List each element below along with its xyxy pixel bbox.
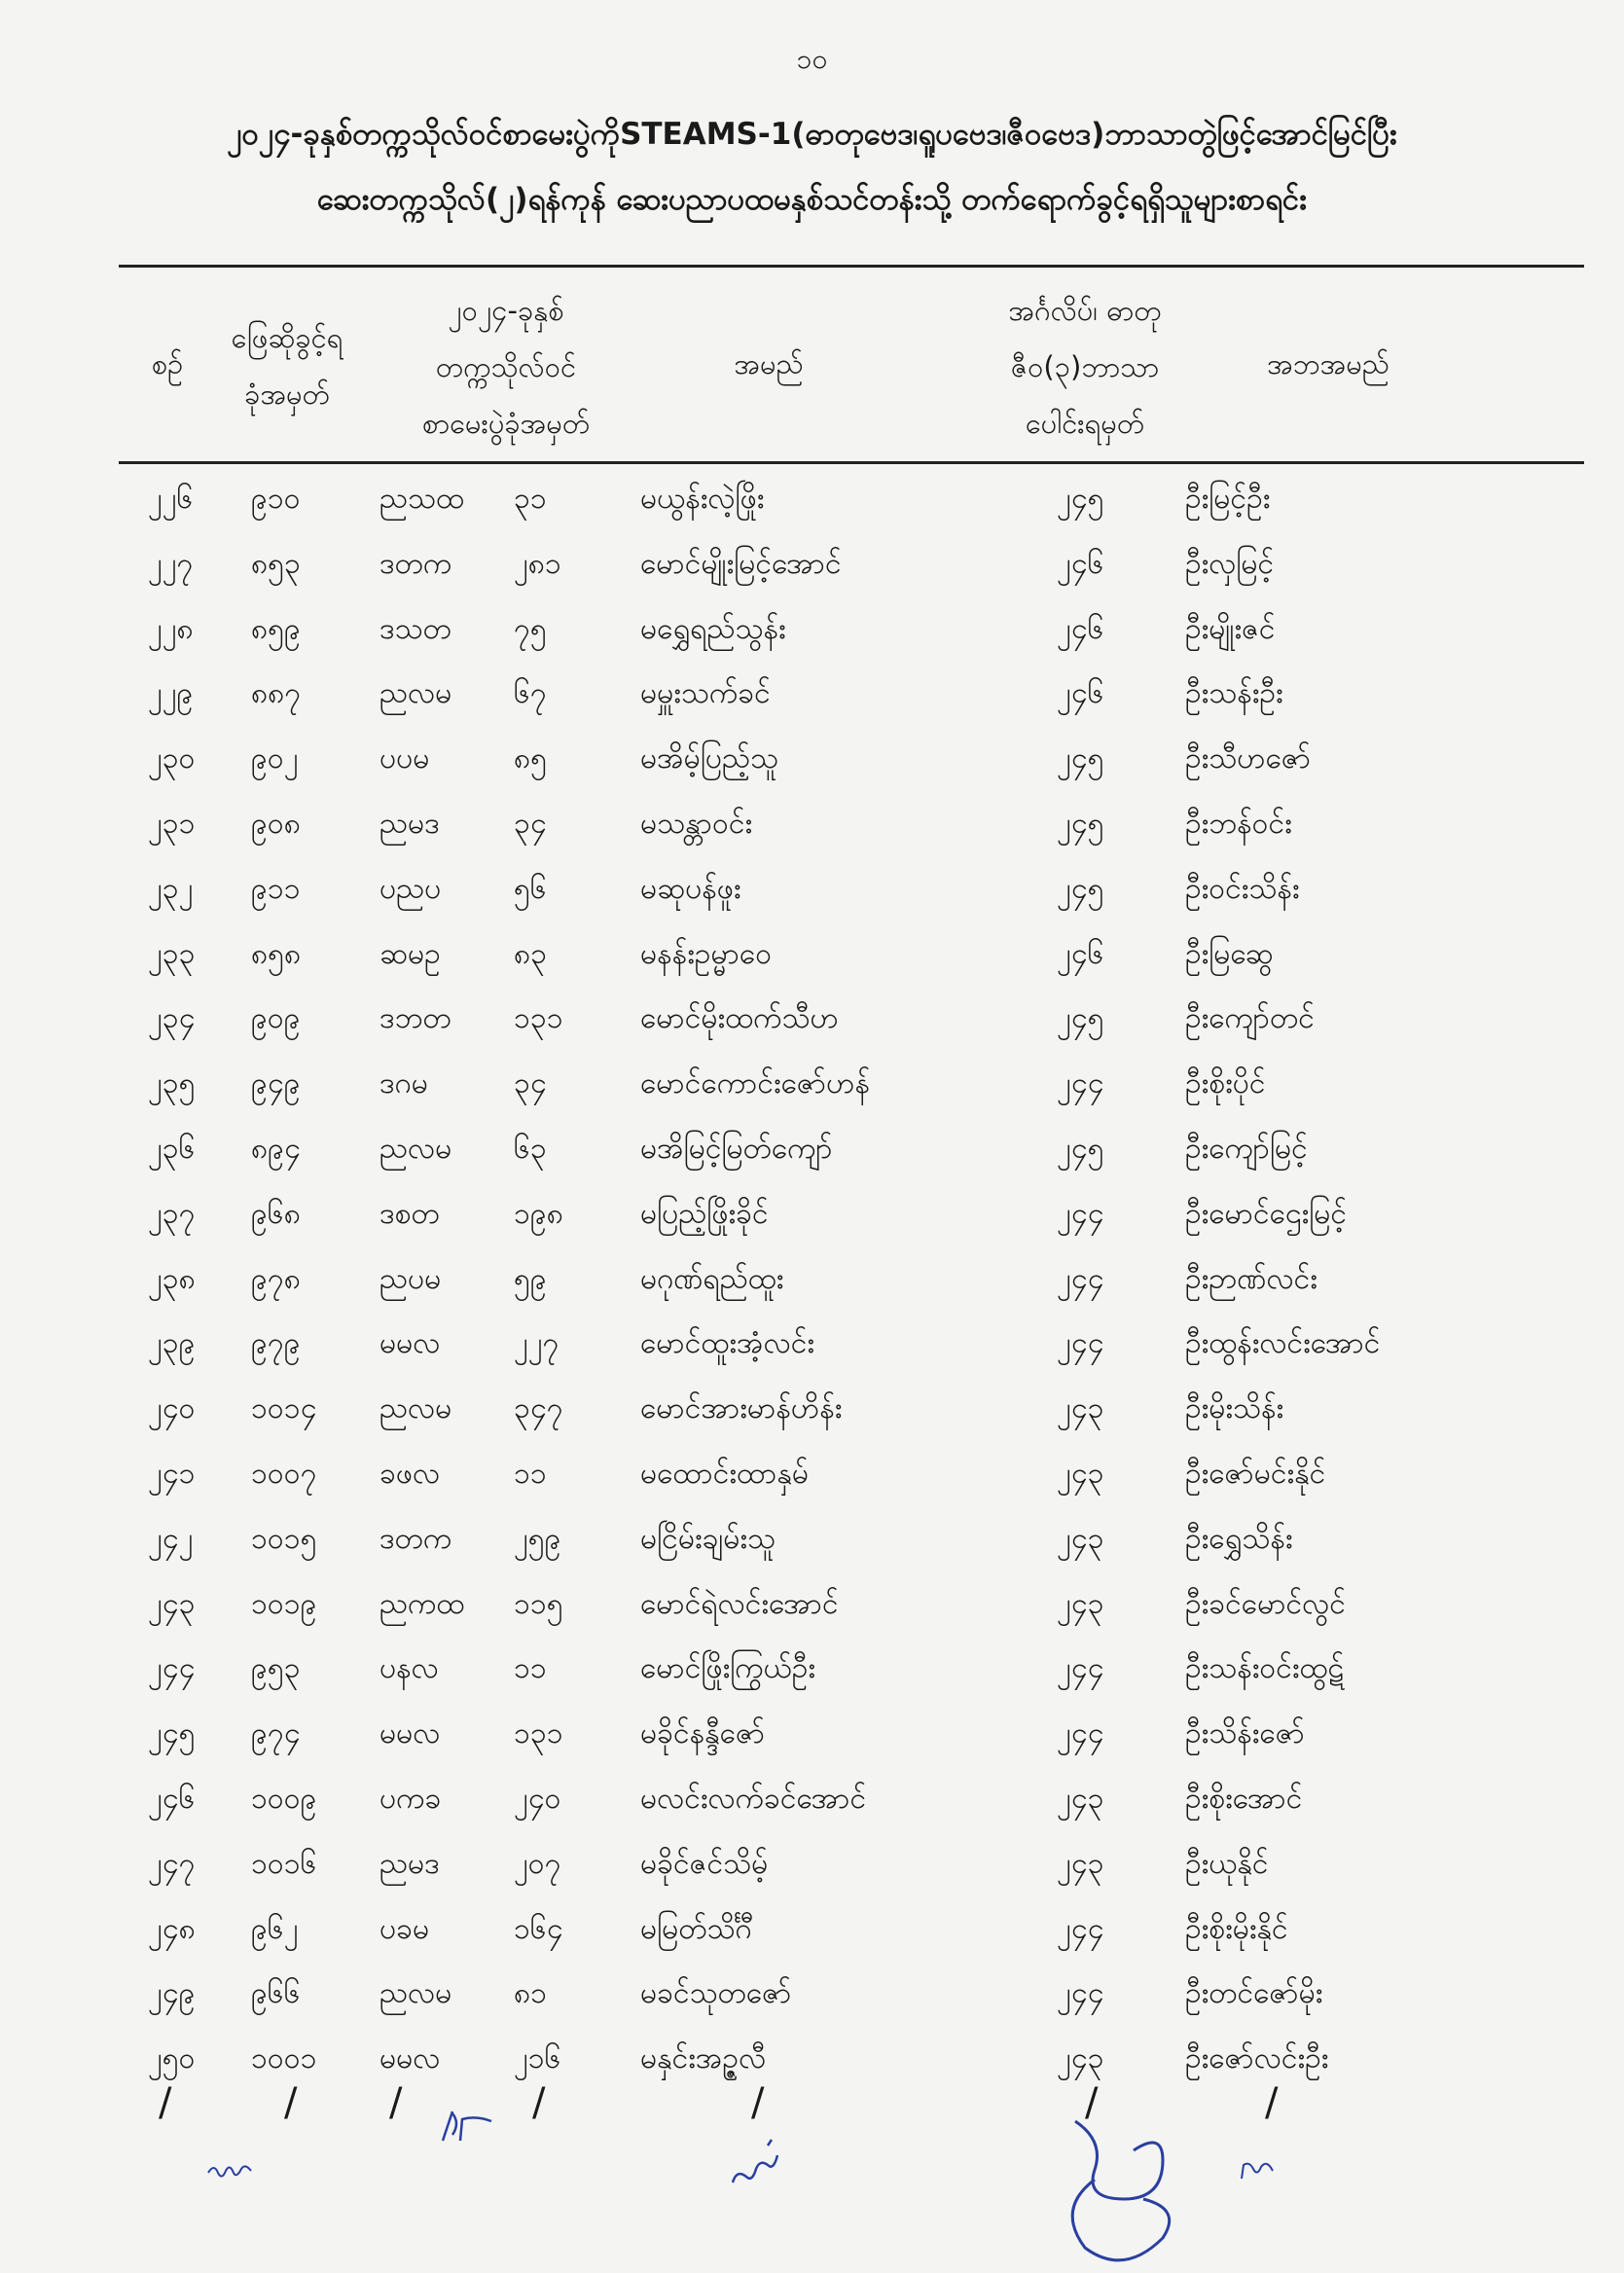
student-name-cell: မခိုင်ဇင်သိမ့် xyxy=(640,1846,769,1881)
student-name-cell: မယွန်းလဲ့ဖြိုး xyxy=(640,482,765,516)
father-name-cell: ဦးကျော်တင် xyxy=(1185,1001,1315,1036)
document-title-line-1: ၂၀၂၄-ခုနှစ်တက္ကသိုလ်ဝင်စာမေးပွဲကိုSTEAMS-1(ဓာတုဗေဒ၊ရူပဗေဒ၊ဇီဝဗေဒ)ဘာသာတွဲဖြင့်အောင်မြင်ပြီး xyxy=(227,117,1397,152)
signature-slash: / xyxy=(751,2080,765,2125)
table-row xyxy=(0,1389,1624,1453)
serial-cell: ၂၂၉ xyxy=(148,676,194,711)
roll-number-cell: ၉၆၆ xyxy=(251,1976,301,2011)
exam-code-cell: ပကခ xyxy=(379,1782,442,1816)
student-name-cell: မလင်းလက်ခင်အောင် xyxy=(640,1782,867,1816)
student-name-cell: မမှူးသက်ခင် xyxy=(640,676,771,711)
total-score-cell: ၂၄၅ xyxy=(1057,807,1104,841)
roll-number-cell: ၁၀၁၉ xyxy=(251,1586,317,1621)
table-row xyxy=(0,1844,1624,1908)
student-name-cell: မခိုင်နန္ဒီဇော် xyxy=(640,1716,766,1751)
student-name-cell: မအိမြင့်မြတ်ကျော် xyxy=(640,1132,833,1166)
father-name-cell: ဦးလှမြင့် xyxy=(1185,546,1275,581)
table-row xyxy=(0,934,1624,998)
total-score-cell: ၂၄၃ xyxy=(1057,1391,1104,1426)
page-number: ၁၀ xyxy=(796,43,828,75)
table-row xyxy=(0,1194,1624,1258)
total-score-cell: ၂၄၄ xyxy=(1057,1196,1104,1231)
exam-number-cell: ၁၁၅ xyxy=(514,1586,563,1621)
student-name-cell: မထောင်းထာနှမ် xyxy=(640,1457,809,1491)
roll-number-cell: ၉၄၉ xyxy=(251,1066,301,1101)
roll-number-cell: ၁၀၀၉ xyxy=(251,1782,317,1816)
exam-code-cell: ညလမ xyxy=(379,1976,452,2011)
exam-code-cell: ခဖလ xyxy=(379,1457,441,1491)
total-score-cell: ၂၄၄ xyxy=(1057,1716,1104,1751)
student-name-cell: မောင်ဖြိုးကြွယ်ဦး xyxy=(640,1651,815,1686)
total-score-cell: ၂၄၅ xyxy=(1057,1132,1104,1166)
exam-number-cell: ၈၁ xyxy=(514,1976,548,2011)
exam-number-cell: ၃၁ xyxy=(514,482,547,516)
exam-number-cell: ၂၅၉ xyxy=(514,1521,561,1556)
exam-code-cell: မမလ xyxy=(379,1716,441,1751)
serial-cell: ၂၄၈ xyxy=(148,1911,196,1946)
father-name-cell: ဦးမြဆွေ xyxy=(1185,936,1274,971)
serial-cell: ၂၄၉ xyxy=(148,1976,196,2011)
signature-slash: / xyxy=(1085,2080,1099,2125)
father-name-cell: ဦးဇော်လင်းဦး xyxy=(1185,2041,1329,2076)
exam-number-cell: ၃၄၇ xyxy=(514,1391,563,1426)
father-name-cell: ဦးယုနိုင် xyxy=(1185,1846,1269,1881)
father-name-cell: ဦးမျိုးဇင် xyxy=(1185,611,1276,646)
father-name-cell: ဦးဝင်းသိန်း xyxy=(1185,871,1300,906)
exam-number-cell: ၅၉ xyxy=(514,1261,547,1296)
student-name-cell: မောင်အားမာန်ဟိန်း xyxy=(640,1391,843,1426)
total-score-cell: ၂၄၅ xyxy=(1057,871,1104,906)
header-total-score: အင်္ဂလိပ်၊ ဓာတု ဇီဝ(၃)ဘာသာ ပေါင်းရမှတ် xyxy=(1008,294,1162,440)
roll-number-cell: ၉၇၄ xyxy=(251,1716,301,1751)
serial-cell: ၂၂၇ xyxy=(148,546,194,581)
table-row xyxy=(0,1584,1624,1648)
serial-cell: ၂၃၄ xyxy=(148,1001,196,1036)
exam-number-cell: ၂၂၇ xyxy=(514,1326,559,1361)
roll-number-cell: ၈၅၈ xyxy=(251,936,302,971)
student-name-cell: မောင်ထူးအံ့လင်း xyxy=(640,1326,814,1361)
student-name-cell: မဆုပန်ဖူး xyxy=(640,871,741,906)
exam-code-cell: မမလ xyxy=(379,1326,441,1361)
table-row xyxy=(0,1323,1624,1388)
exam-code-cell: ဆမဥ xyxy=(379,936,441,971)
exam-code-cell: ဒတက xyxy=(379,546,452,581)
father-name-cell: ဦးတင်ဇော်မိုး xyxy=(1185,1976,1323,2011)
serial-cell: ၂၅၀ xyxy=(148,2041,196,2076)
student-name-cell: မပြည့်ဖြိုးခိုင် xyxy=(640,1196,769,1231)
father-name-cell: ဦးမြင့်ဦး xyxy=(1185,482,1271,516)
serial-cell: ၂၄၅ xyxy=(148,1716,196,1751)
table-row xyxy=(0,544,1624,608)
exam-number-cell: ၂၁၆ xyxy=(514,2041,561,2076)
exam-number-cell: ၇၅ xyxy=(514,611,547,646)
total-score-cell: ၂၄၃ xyxy=(1057,1586,1104,1621)
father-name-cell: ဦးစိုးအောင် xyxy=(1185,1782,1303,1816)
total-score-cell: ၂၄၄ xyxy=(1057,1326,1104,1361)
roll-number-cell: ၉၁၀ xyxy=(251,482,301,516)
header-exam-number: ၂၀၂၄-ခုနှစ် တက္ကသိုလ်ဝင် စာမေးပွဲခုံအမှတ် xyxy=(421,294,591,440)
serial-cell: ၂၃၉ xyxy=(148,1326,196,1361)
serial-cell: ၂၂၆ xyxy=(148,482,194,516)
student-name-cell: မဂုဏ်ရည်ထူး xyxy=(640,1261,784,1296)
serial-cell: ၂၄၃ xyxy=(148,1586,196,1621)
roll-number-cell: ၉၀၂ xyxy=(251,741,299,776)
total-score-cell: ၂၄၆ xyxy=(1057,611,1104,646)
serial-cell: ၂၄၄ xyxy=(148,1651,196,1686)
total-score-cell: ၂၄၃ xyxy=(1057,1846,1104,1881)
total-score-cell: ၂၄၆ xyxy=(1057,936,1104,971)
total-score-cell: ၂၄၆ xyxy=(1057,546,1104,581)
exam-code-cell: ပနလ xyxy=(379,1651,439,1686)
exam-code-cell: ညလမ xyxy=(379,1132,452,1166)
exam-code-cell: ညမဒ xyxy=(379,807,440,841)
table-row xyxy=(0,673,1624,738)
serial-cell: ၂၄၀ xyxy=(148,1391,196,1426)
total-score-cell: ၂၄၃ xyxy=(1057,1457,1104,1491)
student-name-cell: မအိမ့်ပြည့်သူ xyxy=(640,741,778,776)
header-father-name: အဘအမည် xyxy=(1267,347,1389,380)
father-name-cell: ဦးစိုးမိုးနိုင် xyxy=(1185,1911,1288,1946)
exam-number-cell: ၁၁ xyxy=(514,1457,547,1491)
roll-number-cell: ၉၆၂ xyxy=(251,1911,299,1946)
table-row xyxy=(0,739,1624,803)
exam-code-cell: ညသထ xyxy=(379,482,465,516)
exam-code-cell: ပညပ xyxy=(379,871,442,906)
exam-number-cell: ၈၃ xyxy=(514,936,548,971)
exam-number-cell: ၁၁ xyxy=(514,1651,547,1686)
father-name-cell: ဦးဘန်ဝင်း xyxy=(1185,807,1292,841)
roll-number-cell: ၉၇၈ xyxy=(251,1261,301,1296)
exam-code-cell: ဒသတ xyxy=(379,611,451,646)
exam-code-cell: ဒဘတ xyxy=(379,1001,451,1036)
handwritten-signature xyxy=(433,2102,501,2150)
total-score-cell: ၂၄၅ xyxy=(1057,482,1104,516)
handwritten-signature xyxy=(204,2155,263,2184)
total-score-cell: ၂၄၅ xyxy=(1057,741,1104,776)
table-row xyxy=(0,1909,1624,1973)
total-score-cell: ၂၄၃ xyxy=(1057,2041,1104,2076)
student-name-cell: မနှင်းအဥ္ဇလီ xyxy=(640,2041,767,2076)
table-row xyxy=(0,1129,1624,1193)
father-name-cell: ဦးသန်းဦး xyxy=(1185,676,1283,711)
student-name-cell: မမြတ်သိင်္ဂီ xyxy=(640,1911,754,1946)
table-row xyxy=(0,998,1624,1063)
student-name-cell: မခင်သုတဇော် xyxy=(640,1976,792,2011)
father-name-cell: ဦးခင်မောင်လွင် xyxy=(1185,1586,1346,1621)
father-name-cell: ဦးသီဟဇော် xyxy=(1185,741,1312,776)
total-score-cell: ၂၄၄ xyxy=(1057,1066,1104,1101)
total-score-cell: ၂၄၄ xyxy=(1057,1911,1104,1946)
table-row xyxy=(0,1648,1624,1713)
roll-number-cell: ၁၀၁၆ xyxy=(251,1846,317,1881)
signature-row xyxy=(0,2073,1624,2267)
father-name-cell: ဦးမိုးသိန်း xyxy=(1185,1391,1284,1426)
exam-code-cell: ဒစတ xyxy=(379,1196,440,1231)
handwritten-signature xyxy=(1236,2155,1294,2184)
exam-code-cell: ညကထ xyxy=(379,1586,465,1621)
exam-code-cell: ညလမ xyxy=(379,676,452,711)
roll-number-cell: ၈၅၉ xyxy=(251,611,301,646)
roll-number-cell: ၉၇၉ xyxy=(251,1326,301,1361)
serial-cell: ၂၃၁ xyxy=(148,807,196,841)
signature-slash: / xyxy=(389,2080,403,2125)
father-name-cell: ဦးဇော်မင်းနိုင် xyxy=(1185,1457,1326,1491)
total-score-cell: ၂၄၃ xyxy=(1057,1521,1104,1556)
exam-number-cell: ၂၀၇ xyxy=(514,1846,561,1881)
exam-number-cell: ၃၄ xyxy=(514,1066,547,1101)
father-name-cell: ဦးစိုးပိုင် xyxy=(1185,1066,1266,1101)
exam-number-cell: ၁၃၁ xyxy=(514,1716,563,1751)
exam-code-cell: ညမဒ xyxy=(379,1846,440,1881)
roll-number-cell: ၁၀၀၇ xyxy=(251,1457,317,1491)
table-row xyxy=(0,609,1624,673)
student-name-cell: မရွှေရည်သွန်း xyxy=(640,611,786,646)
header-name: အမည် xyxy=(734,347,804,380)
exam-code-cell: ဒဂမ xyxy=(379,1066,428,1101)
exam-code-cell: ညပမ xyxy=(379,1261,442,1296)
roll-number-cell: ၉၆၈ xyxy=(251,1196,301,1231)
roll-number-cell: ၉၁၁ xyxy=(251,871,301,906)
exam-number-cell: ၈၅ xyxy=(514,741,548,776)
table-row xyxy=(0,1519,1624,1583)
father-name-cell: ဦးထွန်းလင်းအောင် xyxy=(1185,1326,1381,1361)
table-row xyxy=(0,1259,1624,1323)
serial-cell: ၂၃၇ xyxy=(148,1196,196,1231)
serial-cell: ၂၃၆ xyxy=(148,1132,196,1166)
father-name-cell: ဦးကျော်မြင့် xyxy=(1185,1132,1308,1166)
serial-cell: ၂၃၃ xyxy=(148,936,196,971)
table-row xyxy=(0,1973,1624,2038)
table-row xyxy=(0,1779,1624,1843)
father-name-cell: ဦးမောင်ဌေးမြင့် xyxy=(1185,1196,1348,1231)
exam-code-cell: မမလ xyxy=(379,2041,441,2076)
signature-slash: / xyxy=(532,2080,546,2125)
student-name-cell: မနန်းဥမ္မာဝေ xyxy=(640,936,773,971)
exam-number-cell: ၂၈၁ xyxy=(514,546,561,581)
exam-number-cell: ၅၆ xyxy=(514,871,547,906)
signature-slash: / xyxy=(159,2080,172,2125)
roll-number-cell: ၉၀၈ xyxy=(251,807,301,841)
roll-number-cell: ၁၀၀၁ xyxy=(251,2041,317,2076)
total-score-cell: ၂၄၅ xyxy=(1057,1001,1104,1036)
student-name-cell: မသန္တာဝင်း xyxy=(640,807,753,841)
table-row xyxy=(0,804,1624,868)
total-score-cell: ၂၄၄ xyxy=(1057,1651,1104,1686)
roll-number-cell: ၈၈၇ xyxy=(251,676,302,711)
exam-number-cell: ၆၇ xyxy=(514,676,547,711)
roll-number-cell: ၉၅၃ xyxy=(251,1651,301,1686)
document-title-line-2: ဆေးတက္ကသိုလ်(၂)ရန်ကုန် ဆေးပညာပထမနှစ်သင်တန်းသို့ တက်ရောက်ခွင့်ရရှိသူများစာရင်း xyxy=(316,182,1307,217)
student-name-cell: မောင်မိုးထက်သီဟ xyxy=(640,1001,839,1036)
table-row xyxy=(0,479,1624,543)
father-name-cell: ဦးရွှေသိန်း xyxy=(1185,1521,1293,1556)
father-name-cell: ဦးသန်းဝင်းထွဋ် xyxy=(1185,1651,1345,1686)
table-top-rule xyxy=(119,265,1584,268)
total-score-cell: ၂၄၄ xyxy=(1057,1976,1104,2011)
exam-number-cell: ၁၆၄ xyxy=(514,1911,563,1946)
serial-cell: ၂၃၀ xyxy=(148,741,196,776)
table-row xyxy=(0,1454,1624,1518)
handwritten-signature xyxy=(725,2136,793,2189)
exam-code-cell: ပခမ xyxy=(379,1911,430,1946)
roll-number-cell: ၁၀၁၅ xyxy=(251,1521,317,1556)
table-header-rule xyxy=(119,461,1584,464)
father-name-cell: ဦးဉာဏ်လင်း xyxy=(1185,1261,1317,1296)
table-row xyxy=(0,1064,1624,1128)
student-name-cell: မောင်မျိုးမြင့်အောင် xyxy=(640,546,842,581)
total-score-cell: ၂၄၆ xyxy=(1057,676,1104,711)
signature-slash: / xyxy=(1265,2080,1279,2125)
exam-code-cell: ပပမ xyxy=(379,741,430,776)
exam-code-cell: ဒတက xyxy=(379,1521,452,1556)
serial-cell: ၂၄၂ xyxy=(148,1521,194,1556)
serial-cell: ၂၄၆ xyxy=(148,1782,196,1816)
student-name-cell: မောင်ကောင်းဇော်ဟန် xyxy=(640,1066,870,1101)
header-serial: စဉ် xyxy=(151,347,184,380)
signature-slash: / xyxy=(284,2080,298,2125)
roll-number-cell: ၈၅၃ xyxy=(251,546,301,581)
serial-cell: ၂၄၇ xyxy=(148,1846,196,1881)
table-row xyxy=(0,1714,1624,1778)
header-roll-number: ဖြေဆိုခွင့်ရ ခုံအမှတ် xyxy=(231,321,343,411)
exam-number-cell: ၆၃ xyxy=(514,1132,547,1166)
student-name-cell: မောင်ရဲလင်းအောင် xyxy=(640,1586,839,1621)
serial-cell: ၂၄၁ xyxy=(148,1457,196,1491)
serial-cell: ၂၃၈ xyxy=(148,1261,196,1296)
serial-cell: ၂၃၂ xyxy=(148,871,194,906)
handwritten-signature xyxy=(1056,2102,1192,2267)
total-score-cell: ၂၄၄ xyxy=(1057,1261,1104,1296)
exam-number-cell: ၃၄ xyxy=(514,807,547,841)
exam-number-cell: ၁၉၈ xyxy=(514,1196,563,1231)
exam-number-cell: ၂၄၀ xyxy=(514,1782,561,1816)
roll-number-cell: ၉၀၉ xyxy=(251,1001,301,1036)
serial-cell: ၂၂၈ xyxy=(148,611,194,646)
total-score-cell: ၂၄၃ xyxy=(1057,1782,1104,1816)
roll-number-cell: ၁၀၁၄ xyxy=(251,1391,317,1426)
father-name-cell: ဦးသိန်းဇော် xyxy=(1185,1716,1305,1751)
exam-code-cell: ညလမ xyxy=(379,1391,452,1426)
serial-cell: ၂၃၅ xyxy=(148,1066,196,1101)
table-row xyxy=(0,869,1624,933)
student-name-cell: မငြိမ်းချမ်းသူ xyxy=(640,1521,776,1556)
exam-number-cell: ၁၃၁ xyxy=(514,1001,563,1036)
roll-number-cell: ၈၉၄ xyxy=(251,1132,301,1166)
